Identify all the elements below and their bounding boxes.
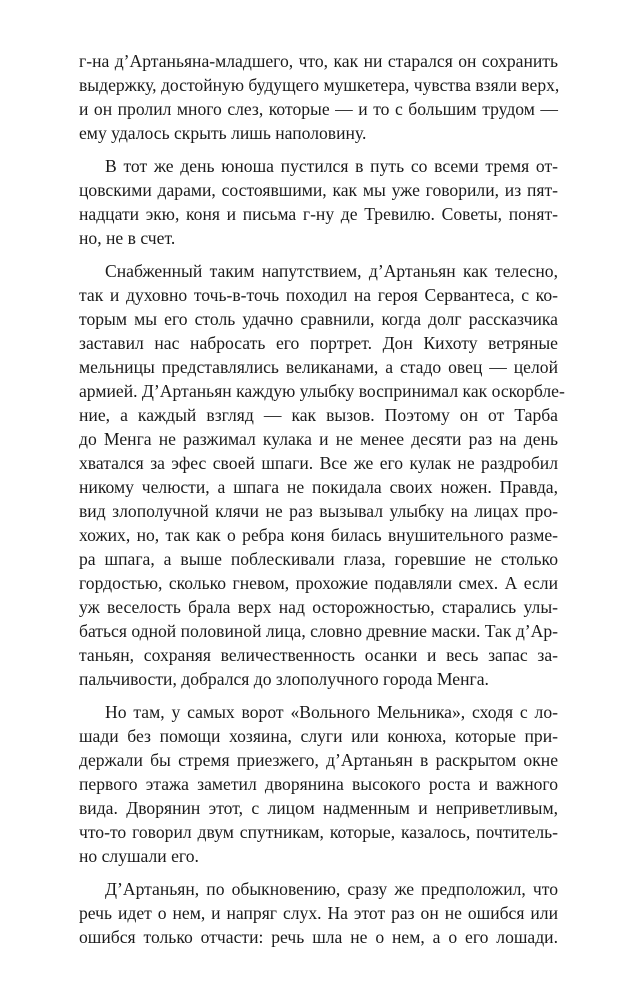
text-line: выдержку, достойную будущего мушкетера, чувства взяли верх, xyxy=(79,75,560,95)
paragraph xyxy=(79,49,558,145)
text-line: но, не в счет. xyxy=(79,228,176,248)
text-line: заставил нас набросать его портрет. Дон Кихоту ветряные xyxy=(79,333,558,353)
text-line: Д’Артаньян, по обыкновению, сразу же предположил, что xyxy=(105,879,558,899)
text-line: армией. Д’Артаньян каждую улыбку воспринимал как оскорбле- xyxy=(79,381,565,401)
text-line: никому челюсти, а шпага не покидала своих ножен. Правда, xyxy=(79,477,558,497)
text-line: хожих, но, так как о ребра коня билась внушительного разме- xyxy=(79,525,558,545)
text-line: гордостью, сколько гневом, прохожие подавляли смех. А если xyxy=(79,573,558,593)
paragraph xyxy=(79,259,565,691)
text-line: до Менга не разжимал кулака и не менее десяти раз на день xyxy=(79,429,558,449)
text-line: шади без помощи хозяина, слуги или конюха, которые при- xyxy=(79,726,558,746)
text-line: ему удалось скрыть лишь наполовину. xyxy=(79,123,367,143)
book-page xyxy=(79,49,565,958)
paragraph xyxy=(79,154,558,250)
text-line: торым мы его столь удачно сравнили, когда долг рассказчика xyxy=(79,309,558,329)
paragraph xyxy=(79,700,558,868)
paragraph xyxy=(79,877,558,949)
text-line: вида. Дворянин этот, с лицом надменным и неприветливым, xyxy=(79,798,558,818)
text-line: баться одной половиной лица, словно древние маски. Так д’Ар- xyxy=(79,621,558,641)
text-line: уж веселость брала верх над осторожностью, старались улы- xyxy=(79,597,558,617)
text-line: г-на д’Артаньяна-младшего, что, как ни старался он сохранить xyxy=(79,51,558,71)
text-line: Но там, у самых ворот «Вольного Мельника», сходя с ло- xyxy=(105,702,558,722)
text-line: ние, а каждый взгляд — как вызов. Поэтому он от Тарба xyxy=(79,405,558,425)
text-line: надцати экю, коня и письма г-ну де Тревилю. Советы, понят- xyxy=(79,204,558,224)
text-line: речь идет о нем, и напряг слух. На этот раз он не ошибся или xyxy=(79,903,558,923)
text-line: мельницы представлялись великанами, а стадо овец — целой xyxy=(79,357,558,377)
text-line: цовскими дарами, состоявшими, как мы уже говорили, из пят- xyxy=(79,180,558,200)
text-line: так и духовно точь-в-точь походил на героя Сервантеса, с ко- xyxy=(79,285,558,305)
text-line: держали бы стремя приезжего, д’Артаньян в раскрытом окне xyxy=(79,750,558,770)
text-line: и он пролил много слез, которые — и то с большим трудом — xyxy=(79,99,558,119)
text-line: что-то говорил двум спутникам, которые, казалось, почтитель- xyxy=(79,822,558,842)
text-line: ра шпага, а выше поблескивали глаза, горевшие не столько xyxy=(79,549,558,569)
text-line: ошибся только отчасти: речь шла не о нем, а о его лошади. xyxy=(79,927,558,947)
text-line: таньян, сохраняя величественность осанки и весь запас за- xyxy=(79,645,558,665)
text-line: пальчивости, добрался до злополучного города Менга. xyxy=(79,669,489,689)
text-line: Снабженный таким напутствием, д’Артаньян как телесно, xyxy=(105,261,558,281)
text-line: первого этажа заметил дворянина высокого роста и важного xyxy=(79,774,558,794)
text-line: вид злополучной клячи не раз вызывал улыбку на лицах про- xyxy=(79,501,558,521)
text-line: но слушали его. xyxy=(79,846,199,866)
text-line: В тот же день юноша пустился в путь со всеми тремя от- xyxy=(105,156,558,176)
text-line: хватался за эфес своей шпаги. Все же его кулак не раздробил xyxy=(79,453,558,473)
